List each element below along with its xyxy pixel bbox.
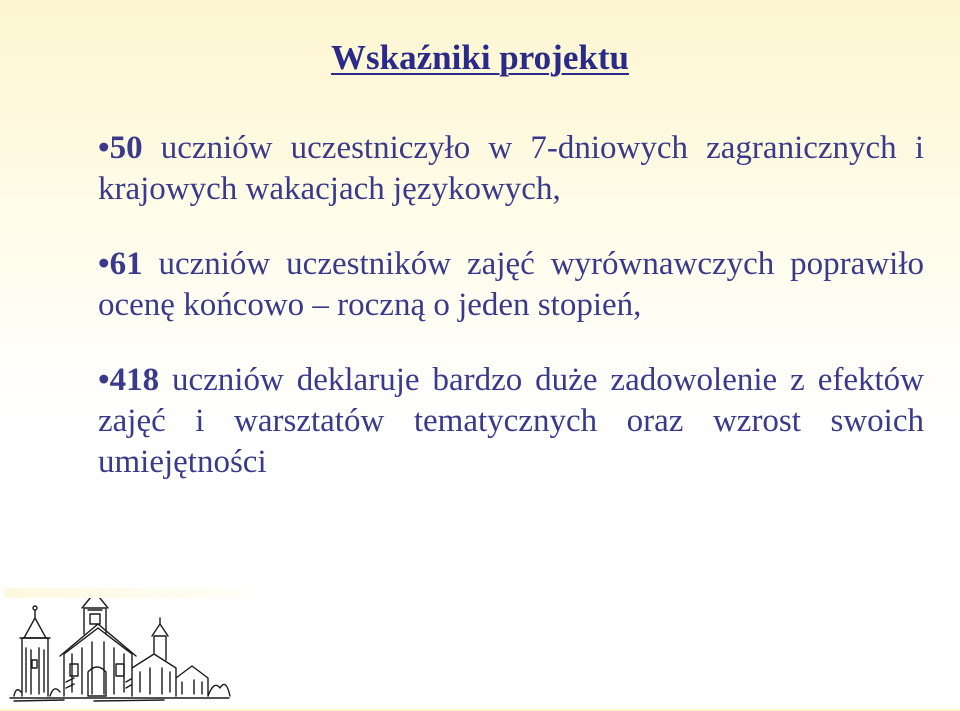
bullet-number: 50	[109, 130, 143, 166]
bullet-text: uczniów uczestników zajęć wyrównawczych poprawiło ocenę końcowo – roczną o jeden stopień,	[98, 246, 924, 323]
bullet-dot: •	[98, 130, 110, 166]
logo-background	[4, 588, 244, 598]
bullet-number: 418	[109, 362, 160, 398]
bullet-dot: •	[98, 246, 110, 282]
bullet-item	[98, 128, 924, 210]
bullet-number: 61	[109, 246, 143, 282]
slide-title: Wskaźniki projektu	[331, 38, 629, 77]
bullet-text: uczniów uczestniczyło w 7-dniowych zagranicznych i krajowych wakacjach językowych,	[98, 130, 924, 207]
castle-sketch-icon	[4, 588, 244, 706]
bullet-text: uczniów deklaruje bardzo duże zadowolenie z efektów zajęć i warsztatów tematycznych oraz wzrost swoich umiejętności	[98, 362, 924, 480]
bullet-item	[98, 244, 924, 326]
bullet-list	[98, 128, 924, 517]
bullet-item	[98, 360, 924, 483]
castle-sketch-drawing	[4, 588, 244, 706]
bullet-dot: •	[98, 362, 110, 398]
